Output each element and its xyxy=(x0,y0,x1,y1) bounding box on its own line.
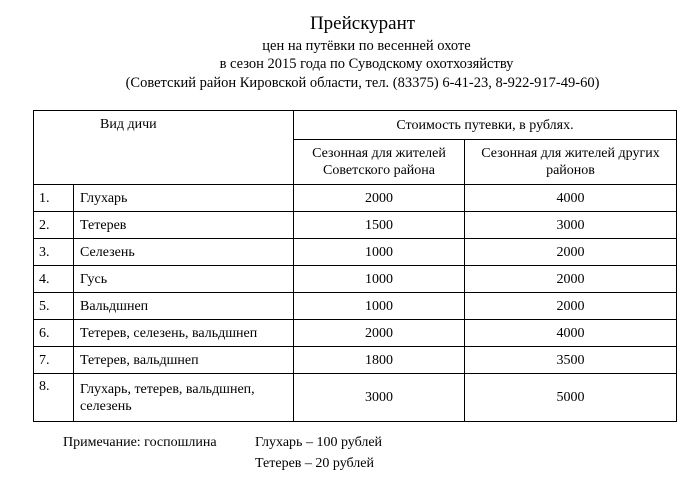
table-row xyxy=(34,266,677,293)
note-label: Примечание: госпошлина xyxy=(63,435,217,450)
row-price-local: 1000 xyxy=(294,266,465,293)
row-game: Гусь xyxy=(74,266,294,293)
row-game: Тетерев xyxy=(74,212,294,239)
row-price-other: 4000 xyxy=(465,185,677,212)
header-other-residents: Сезонная для жителей других районов xyxy=(465,140,677,185)
table-row xyxy=(34,374,677,422)
table-row xyxy=(34,293,677,320)
row-price-other: 4000 xyxy=(465,320,677,347)
row-number: 7. xyxy=(34,347,74,374)
row-price-other: 5000 xyxy=(465,374,677,422)
row-price-other: 2000 xyxy=(465,239,677,266)
row-price-local: 2000 xyxy=(294,185,465,212)
row-game: Глухарь, тетерев, вальдшнеп, селезень xyxy=(74,374,294,422)
row-number: 8. xyxy=(34,374,74,422)
subtitle-line-3: (Советский район Кировской области, тел. (83375) 6-41-23, 8-922-917-49-60) xyxy=(125,75,600,91)
row-game: Вальдшнеп xyxy=(74,293,294,320)
row-game: Глухарь xyxy=(74,185,294,212)
subtitle-line-2: в сезон 2015 года по Суводскому охотхозяйству xyxy=(219,56,514,72)
row-price-local: 3000 xyxy=(294,374,465,422)
row-number: 1. xyxy=(34,185,74,212)
table-row xyxy=(34,239,677,266)
page-title: Прейскурант xyxy=(309,13,416,34)
table-row xyxy=(34,320,677,347)
table-header-row xyxy=(34,111,677,140)
row-price-local: 1000 xyxy=(294,239,465,266)
header-local-residents: Сезонная для жителей Советского района xyxy=(294,140,465,185)
table-row xyxy=(34,212,677,239)
note-fee-capercaillie: Глухарь – 100 рублей xyxy=(255,435,383,450)
row-price-other: 3000 xyxy=(465,212,677,239)
row-game: Селезень xyxy=(74,239,294,266)
row-number: 6. xyxy=(34,320,74,347)
row-number: 5. xyxy=(34,293,74,320)
header-cost: Стоимость путевки, в рублях. xyxy=(294,111,677,140)
subtitle-line-1: цен на путёвки по весенней охоте xyxy=(262,38,471,54)
row-price-local: 1500 xyxy=(294,212,465,239)
row-game: Тетерев, селезень, вальдшнеп xyxy=(74,320,294,347)
price-table xyxy=(33,110,677,422)
row-number: 3. xyxy=(34,239,74,266)
row-price-other: 2000 xyxy=(465,293,677,320)
row-price-other: 3500 xyxy=(465,347,677,374)
row-price-local: 1800 xyxy=(294,347,465,374)
row-number: 4. xyxy=(34,266,74,293)
note-fee-black-grouse: Тетерев – 20 рублей xyxy=(255,456,374,471)
row-price-local: 2000 xyxy=(294,320,465,347)
table-row xyxy=(34,185,677,212)
row-price-other: 2000 xyxy=(465,266,677,293)
row-price-local: 1000 xyxy=(294,293,465,320)
row-game: Тетерев, вальдшнеп xyxy=(74,347,294,374)
row-number: 2. xyxy=(34,212,74,239)
table-row xyxy=(34,347,677,374)
header-game-type: Вид дичи xyxy=(34,111,294,185)
